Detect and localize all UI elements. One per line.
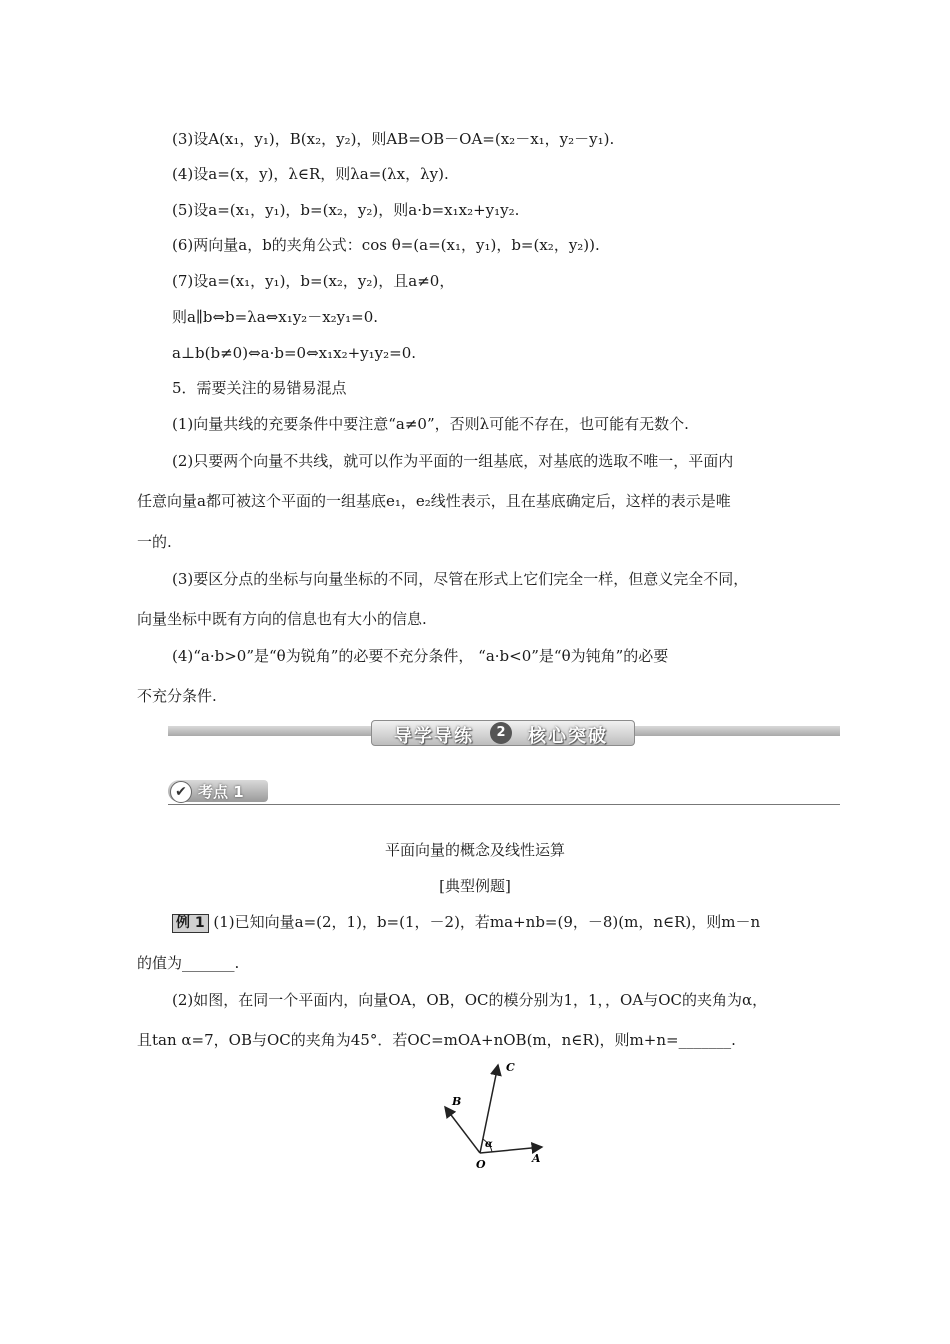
- label-c: C: [506, 1061, 515, 1074]
- text-line: (4)“a·b>0”是“θ为锐角”的必要不充分条件， “a·b<0”是“θ为钝角”的必要: [172, 647, 669, 665]
- kaodian-tab: [168, 780, 268, 802]
- text-line: (3)设A(x₁，y₁)，B(x₂，y₂)，则AB=OB－OA=(x₂－x₁，y₂－y₁).: [172, 130, 615, 148]
- example-1-line-2: 的值为_______.: [137, 954, 240, 972]
- text-line: 则a∥b⇔b=λa⇔x₁y₂－x₂y₁=0.: [172, 308, 379, 326]
- text-line: (2)只要两个向量不共线，就可以作为平面的一组基底，对基底的选取不唯一，平面内: [172, 452, 734, 470]
- text-line: a⊥b(b≠0)⇔a·b=0⇔x₁x₂+y₁y₂=0.: [172, 344, 416, 362]
- text-line: (6)两向量a，b的夹角公式：cos θ=(a=(x₁，y₁)，b=(x₂，y₂)).: [172, 236, 600, 254]
- text-line: (5)设a=(x₁，y₁)，b=(x₂，y₂)，则a·b=x₁x₂+y₁y₂.: [172, 201, 520, 219]
- example-1-line-3: (2)如图，在同一个平面内，向量OA，OB，OC的模分别为1，1，，OA与OC的夹角为α，: [172, 991, 768, 1009]
- text-line: (7)设a=(x₁，y₁)，b=(x₂，y₂)，且a≠0，: [172, 272, 455, 290]
- example-tag: 例 1: [172, 914, 209, 933]
- label-alpha: α: [485, 1139, 493, 1150]
- banner-right-text: 核心突破: [528, 726, 608, 747]
- text-line: (3)要区分点的坐标与向量坐标的不同，尽管在形式上它们完全一样，但意义完全不同，: [172, 570, 749, 588]
- example-1-line-4: 且tan α=7，OB与OC的夹角为45°．若OC=mOA+nOB(m，n∈R)，则m+n=_______.: [137, 1031, 736, 1049]
- text-line: 向量坐标中既有方向的信息也有大小的信息.: [137, 610, 427, 628]
- kaodian-header: [168, 780, 840, 806]
- example-1-text: (1)已知向量a=(2，1)，b=(1，－2)，若ma+nb=(9，－8)(m，n∈R)，则m－n: [213, 913, 761, 931]
- text-line: 一的.: [137, 533, 172, 551]
- section-banner: [168, 720, 840, 747]
- label-b: B: [452, 1095, 462, 1108]
- label-a: A: [532, 1152, 541, 1165]
- text-line: (1)向量共线的充要条件中要注意“a≠0”，否则λ可能不存在，也可能有无数个.: [172, 415, 689, 433]
- text-line: 任意向量a都可被这个平面的一组基底e₁，e₂线性表示，且在基底确定后，这样的表示是唯: [137, 492, 731, 510]
- check-icon: ✔: [170, 781, 192, 803]
- example-1-line-1: [172, 912, 760, 933]
- banner-number-icon: 2: [490, 722, 512, 744]
- banner-left-text: 导学导练: [394, 726, 474, 747]
- section-title: 平面向量的概念及线性运算: [384, 841, 565, 859]
- kaodian-rule: [168, 804, 840, 805]
- text-line: 不充分条件.: [137, 687, 217, 705]
- vector-ob: [445, 1107, 480, 1153]
- text-line: (4)设a=(x，y)，λ∈R，则λa=(λx，λy).: [172, 165, 449, 183]
- vector-figure: [430, 1055, 560, 1175]
- text-line: 5．需要关注的易错易混点: [172, 379, 347, 397]
- banner-pill: [371, 720, 635, 746]
- section-subtitle: [典型例题]: [439, 877, 511, 895]
- label-o: O: [476, 1158, 486, 1171]
- kaodian-label: 考点 1: [198, 783, 244, 801]
